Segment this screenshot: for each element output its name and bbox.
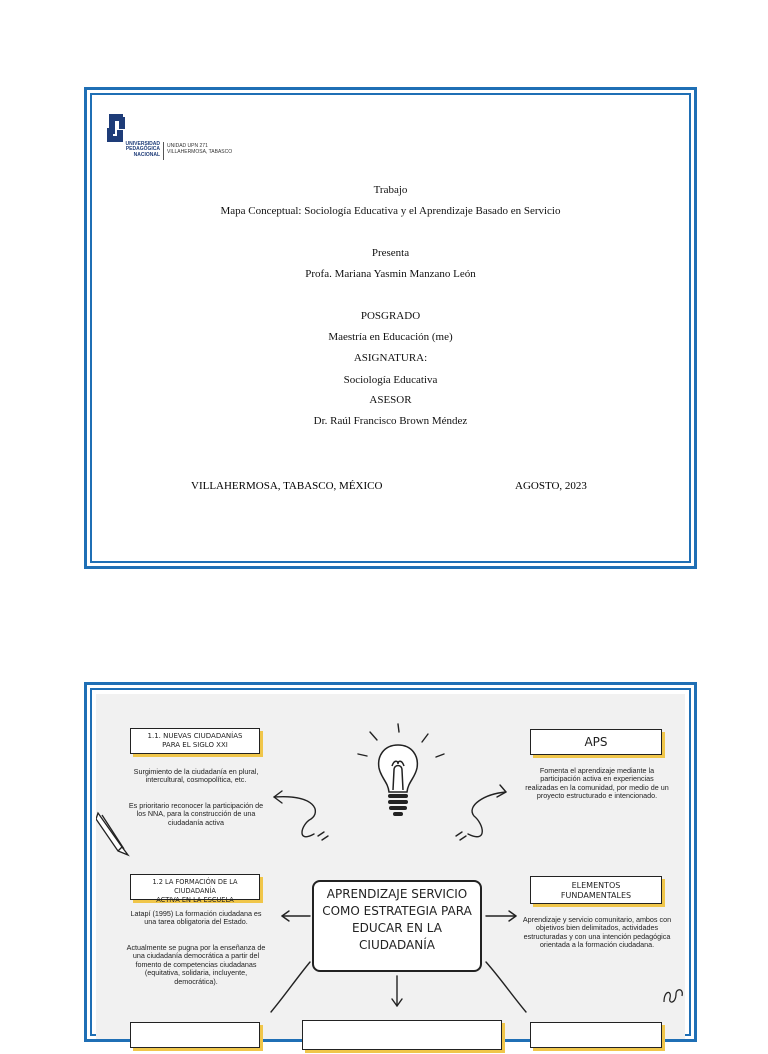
central-concept-line: APRENDIZAJE SERVICIO xyxy=(326,887,468,901)
text-elementos-fundamentales: Aprendizaje y servicio comunitario, ambos con objetivos bien delimitados, actividades estructuradas y con una intención pedagógica orientada a la formación ciudadana. xyxy=(522,915,672,950)
upn-logo-mark-icon xyxy=(107,114,137,144)
logo-separator xyxy=(163,142,164,160)
logo-org-line: UNIVERSIDAD xyxy=(125,141,160,147)
box-elementos-fundamentales xyxy=(530,876,662,904)
box-bottom-center xyxy=(302,1020,502,1050)
central-concept-line: EDUCAR EN LA xyxy=(352,921,442,935)
light-bulb-icon xyxy=(374,742,422,820)
box-heading-line: ACTIVA EN LA ESCUELA xyxy=(156,896,234,904)
advisor-label: ASESOR xyxy=(369,394,412,406)
logo-unit-name xyxy=(167,144,247,155)
date: AGOSTO, 2023 xyxy=(515,480,587,492)
program: Maestría en Educación (me) xyxy=(328,331,453,343)
presenter-label: Presenta xyxy=(371,247,410,259)
text-formacion-ciudadania-a: Latapí (1995) La formación ciudadana es una tarea obligatoria del Estado. xyxy=(130,909,262,927)
place: VILLAHERMOSA, TABASCO, MÉXICO xyxy=(191,480,383,492)
logo-org-line: PEDAGÓGICA xyxy=(125,146,160,153)
upn-logo xyxy=(105,114,245,164)
advisor-name: Dr. Raúl Francisco Brown Méndez xyxy=(313,415,468,427)
box-heading-line: FUNDAMENTALES xyxy=(560,891,632,900)
box-heading-line: 1.1. NUEVAS CIUDADANÍAS xyxy=(147,732,243,740)
text-nuevas-ciudadanias-a: Surgimiento de la ciudadanía en plural, intercultural, cosmopolítica, etc. xyxy=(133,767,259,785)
box-aps xyxy=(530,729,662,755)
subject: Sociología Educativa xyxy=(343,374,438,386)
concept-map xyxy=(96,694,685,1039)
logo-org-name xyxy=(105,142,160,158)
logo-org-line: NACIONAL xyxy=(133,151,160,158)
concept-map-page xyxy=(84,682,697,1042)
central-concept-line: CIUDADANÍA xyxy=(359,938,435,952)
work-label: Trabajo xyxy=(373,184,408,196)
logo-unit-line: UNIDAD UPN 271 xyxy=(167,143,208,149)
box-bottom-right xyxy=(530,1022,662,1048)
cover-page xyxy=(84,87,697,569)
box-formacion-ciudadania xyxy=(130,874,260,904)
swirl-doodle-icon xyxy=(662,984,686,1006)
text-formacion-ciudadania-b: Actualmente se pugna por la enseñanza de una ciudadanía democrática a partir del fomento de competencias ciudadanas (equitativa, solidaria, incluyente, democrática). xyxy=(126,943,266,986)
box-heading-line: 1.2 LA FORMACIÓN DE LA CIUDADANÍA xyxy=(152,878,238,895)
box-bottom-left xyxy=(130,1022,260,1048)
box-heading-line: PARA EL SIGLO XXI xyxy=(162,741,228,749)
central-concept xyxy=(312,880,482,972)
text-nuevas-ciudadanias-b: Es prioritario reconocer la participación de los NNA, para la construcción de una ciudadanía activa xyxy=(128,801,264,827)
level: POSGRADO xyxy=(360,310,421,322)
subject-label: ASIGNATURA: xyxy=(353,352,428,364)
work-title: Mapa Conceptual: Sociología Educativa y el Aprendizaje Basado en Servicio xyxy=(220,205,561,217)
box-heading-line: APS xyxy=(584,735,608,749)
box-heading-line: ELEMENTOS xyxy=(571,881,621,890)
text-aps: Fomenta el aprendizaje mediante la participación activa en experiencias realizadas en la comunidad, por medio de un proyecto estructurado e intencionado. xyxy=(525,766,669,801)
central-concept-line: COMO ESTRATEGIA PARA xyxy=(322,904,472,918)
presenter-name: Profa. Mariana Yasmin Manzano León xyxy=(305,268,476,280)
logo-unit-line: VILLAHERMOSA, TABASCO xyxy=(167,148,233,155)
box-nuevas-ciudadanias xyxy=(130,728,260,754)
